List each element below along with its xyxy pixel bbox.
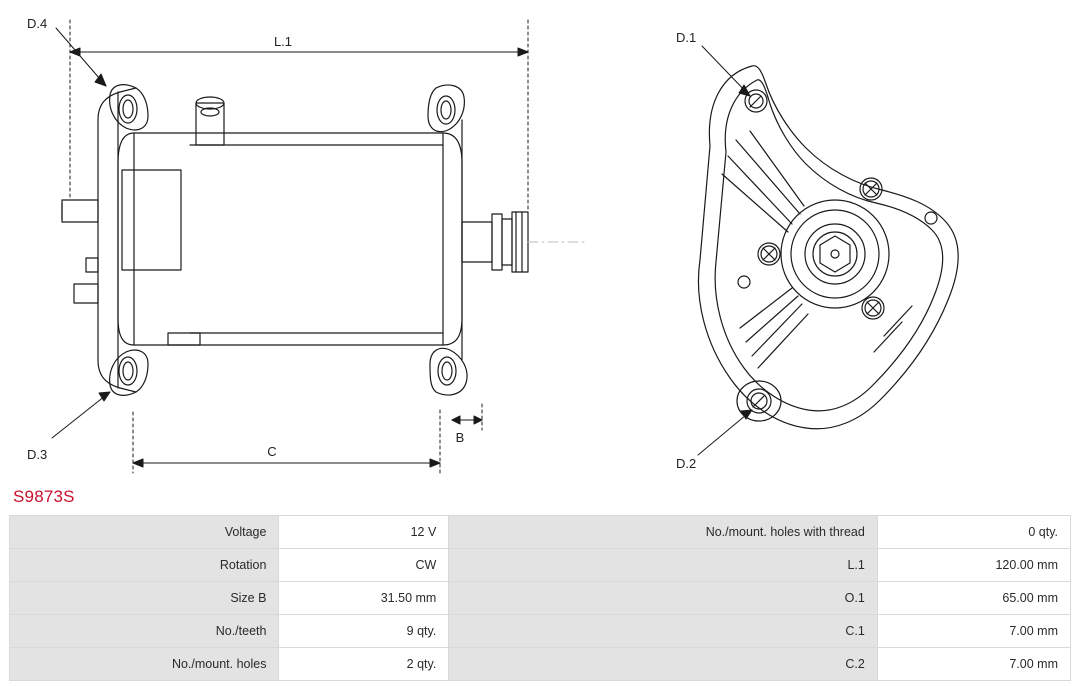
- spec-value: 12 V: [279, 516, 449, 549]
- spec-label: Size B: [10, 582, 279, 615]
- spec-label: No./mount. holes with thread: [449, 516, 878, 549]
- dimension-label-d3: D.3: [27, 447, 48, 462]
- spec-value: 65.00 mm: [877, 582, 1070, 615]
- spec-value: 7.00 mm: [877, 648, 1070, 681]
- spec-value: 0 qty.: [877, 516, 1070, 549]
- spec-value: 31.50 mm: [279, 582, 449, 615]
- spec-label: No./teeth: [10, 615, 279, 648]
- table-row: [10, 516, 1071, 549]
- spec-label: No./mount. holes: [10, 648, 279, 681]
- spec-value: 9 qty.: [279, 615, 449, 648]
- table-row: [10, 582, 1071, 615]
- dimension-label-c: C: [267, 444, 277, 459]
- dimension-lines: [52, 20, 584, 473]
- spec-label: C.1: [449, 615, 878, 648]
- spec-label: Voltage: [10, 516, 279, 549]
- table-row: [10, 615, 1071, 648]
- spec-value: 7.00 mm: [877, 615, 1070, 648]
- spec-label: C.2: [449, 648, 878, 681]
- spec-value: 120.00 mm: [877, 549, 1070, 582]
- dimension-label-d4: D.4: [27, 16, 48, 31]
- starter-front-view: [698, 66, 958, 429]
- spec-label: Rotation: [10, 549, 279, 582]
- dimension-label-d1: D.1: [676, 30, 697, 45]
- dimension-label-d2: D.2: [676, 456, 697, 471]
- spec-label: O.1: [449, 582, 878, 615]
- part-number: S9873S: [13, 487, 75, 506]
- spec-value: 2 qty.: [279, 648, 449, 681]
- dimension-label-b: B: [455, 430, 465, 445]
- spec-label: L.1: [449, 549, 878, 582]
- table-row: [10, 648, 1071, 681]
- dimension-label-l1: L.1: [273, 34, 293, 49]
- table-row: [10, 549, 1071, 582]
- spec-value: CW: [279, 549, 449, 582]
- specification-table: [9, 515, 1071, 681]
- starter-side-view: [62, 85, 528, 396]
